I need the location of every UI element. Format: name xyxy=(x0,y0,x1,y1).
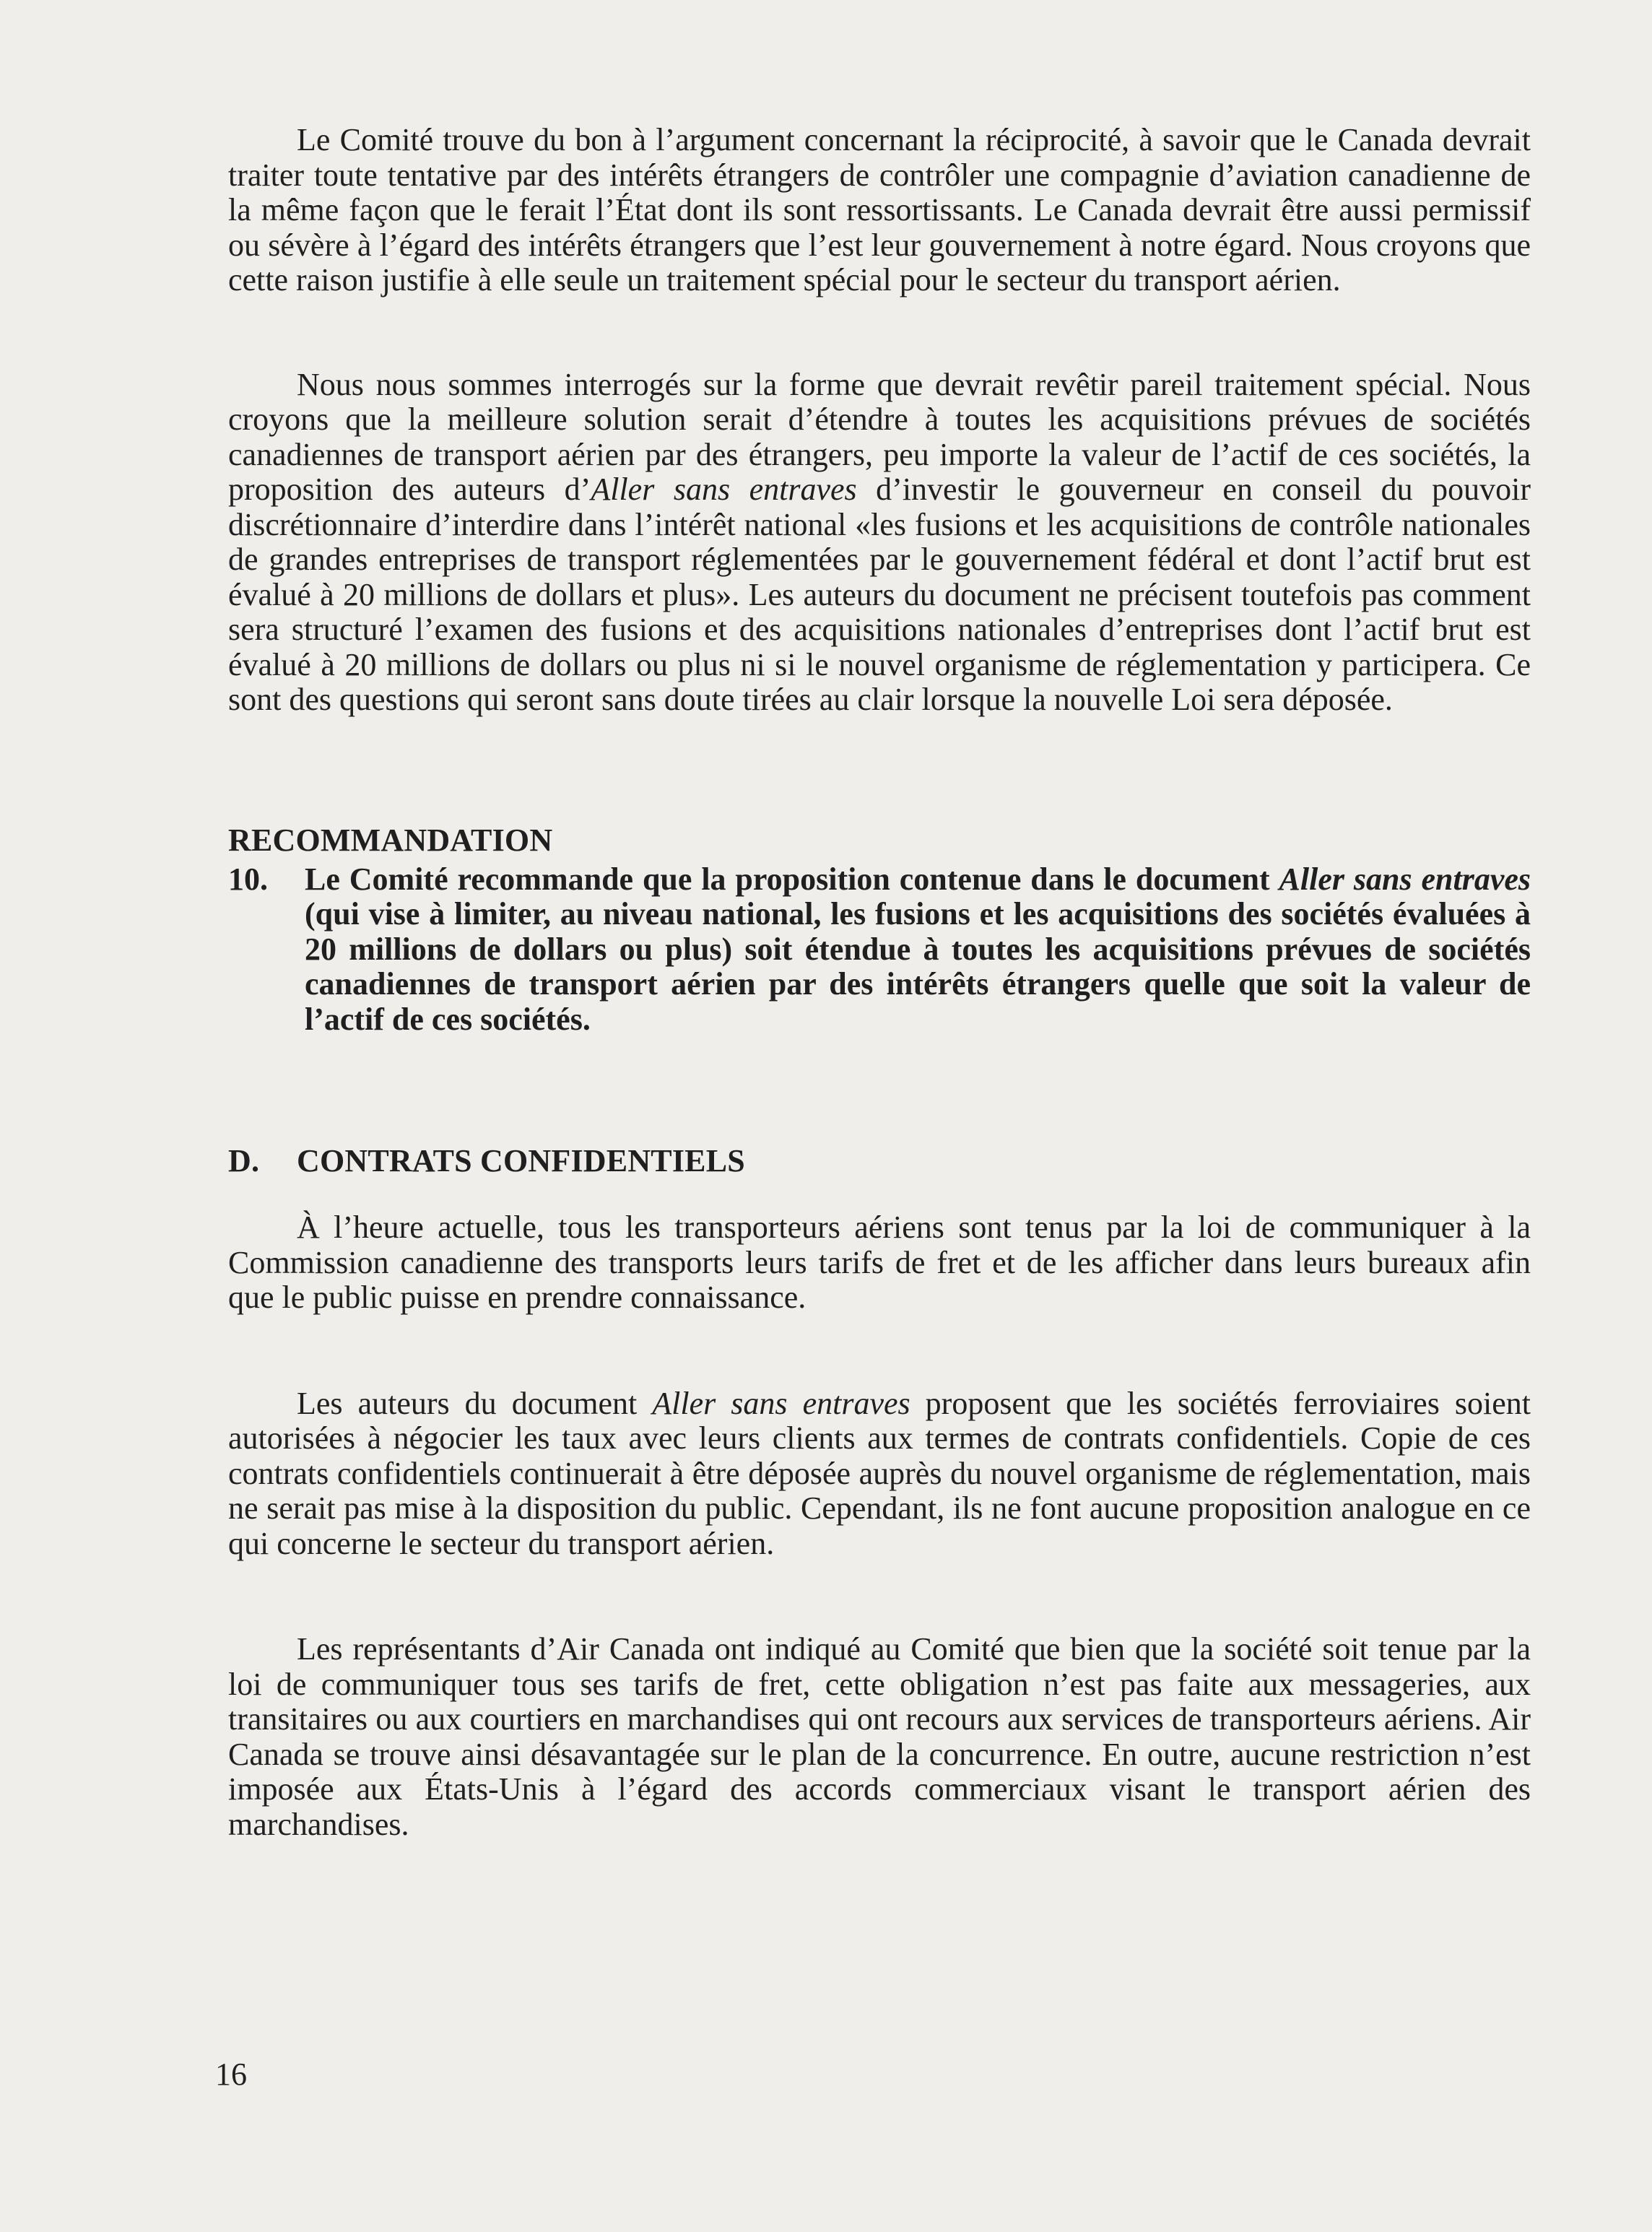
paragraph-text: d’investir le gouverneur en conseil du pouvoir discrétionnaire d’interdire dans l’intérêt national «les fusions et les acquisitions de contrôle nationales de grandes entreprises de transport réglementées par le gouvernement fédéral et dont l’actif brut est évalué à 20 millions de dollars et plus». Les auteurs du document ne précisent toutefois pas comment sera structuré l’examen des fusions et des acquisitions nationales d’entreprises dont l’actif brut est évalué à 20 millions de dollars ou plus ni si le nouvel organisme de réglementation y participera. Ce sont des questions qui seront sans doute tirées au clair lorsque la nouvelle Loi sera déposée. xyxy=(228,472,1531,717)
document-title-italic: Aller sans entraves xyxy=(591,472,857,507)
recommendation-text-part: (qui vise à limiter, au niveau national, les fusions et les acquisitions des sociétés évaluées à 20 millions de dollars ou plus) soit étendue à toutes les acquisitions prévues de sociétés canadiennes de transport aérien par des intérêts étrangers quelle que soit la valeur de l’actif de ces sociétés. xyxy=(305,896,1531,1037)
recommendation-heading: RECOMMANDATION xyxy=(228,822,553,858)
section-letter: D. xyxy=(228,1143,260,1178)
document-page xyxy=(228,123,1531,1842)
paragraph-text: Nous nous sommes interrogés sur la forme que devrait revêtir pareil traitement spécial. Nous croyons que la meilleure solution serait d’étendre à toutes les acquisitions prévues de sociétés canadiennes de transport aérien par des étrangers, peu importe la valeur de l’actif de ces sociétés, la proposition des auteurs d’ xyxy=(228,366,1531,507)
paragraph-air-canada: Les représentants d’Air Canada ont indiqué au Comité que bien que la société soit tenue par la loi de communiquer tous ses tarifs de fret, cette obligation n’est pas faite aux messageries, aux transitaires ou aux courtiers en marchandises qui ont recours aux services de transporteurs aériens. Air Canada se trouve ainsi désavantagée sur le plan de la concurrence. En outre, aucune restriction n’est imposée aux États-Unis à l’égard des accords commerciaux visant le transport aérien des marchandises. xyxy=(228,1631,1531,1842)
recommendation-text xyxy=(305,862,1531,1038)
document-title-italic: Aller sans entraves xyxy=(1279,861,1531,897)
recommendation-number: 10. xyxy=(228,861,268,897)
document-title-italic: Aller sans entraves xyxy=(652,1385,910,1421)
section-heading xyxy=(228,1144,1531,1178)
paragraph-confidential-contracts xyxy=(228,1386,1531,1562)
page-number: 16 xyxy=(215,2057,247,2092)
paragraph-reciprocity: Le Comité trouve du bon à l’argument concernant la réciprocité, à savoir que le Canada devrait traiter toute tentative par des intérêts étrangers de contrôler une compagnie d’aviation canadienne de la même façon que le ferait l’État dont ils sont ressortissants. Le Canada devrait être aussi permissif ou sévère à l’égard des intérêts étrangers que l’est leur gouvernement à notre égard. Nous croyons que cette raison justifie à elle seule un traitement spécial pour le secteur du transport aérien. xyxy=(228,122,1531,298)
recommendation-item xyxy=(228,862,1531,1038)
paragraph-current-tariffs: À l’heure actuelle, tous les transporteurs aériens sont tenus par la loi de communiquer à la Commission canadienne des transports leurs tarifs de fret et de les afficher dans leurs bureaux afin que le public puisse en prendre connaissance. xyxy=(228,1210,1531,1315)
recommendation-text-part: Le Comité recommande que la proposition contenue dans le document xyxy=(305,861,1279,897)
paragraph-text: proposent que les sociétés ferroviaires soient autorisées à négocier les taux avec leurs clients aux termes de contrats confidentiels. Copie de ces contrats confidentiels continuerait à être déposée auprès du nouvel organisme de réglementation, mais ne serait pas mise à la disposition du public. Cependant, ils ne font aucune proposition analogue en ce qui concerne le secteur du transport aérien. xyxy=(228,1385,1531,1561)
section-title: CONTRATS CONFIDENTIELS xyxy=(297,1143,745,1178)
paragraph-special-treatment xyxy=(228,368,1531,718)
paragraph-text: Les auteurs du document xyxy=(297,1385,653,1421)
